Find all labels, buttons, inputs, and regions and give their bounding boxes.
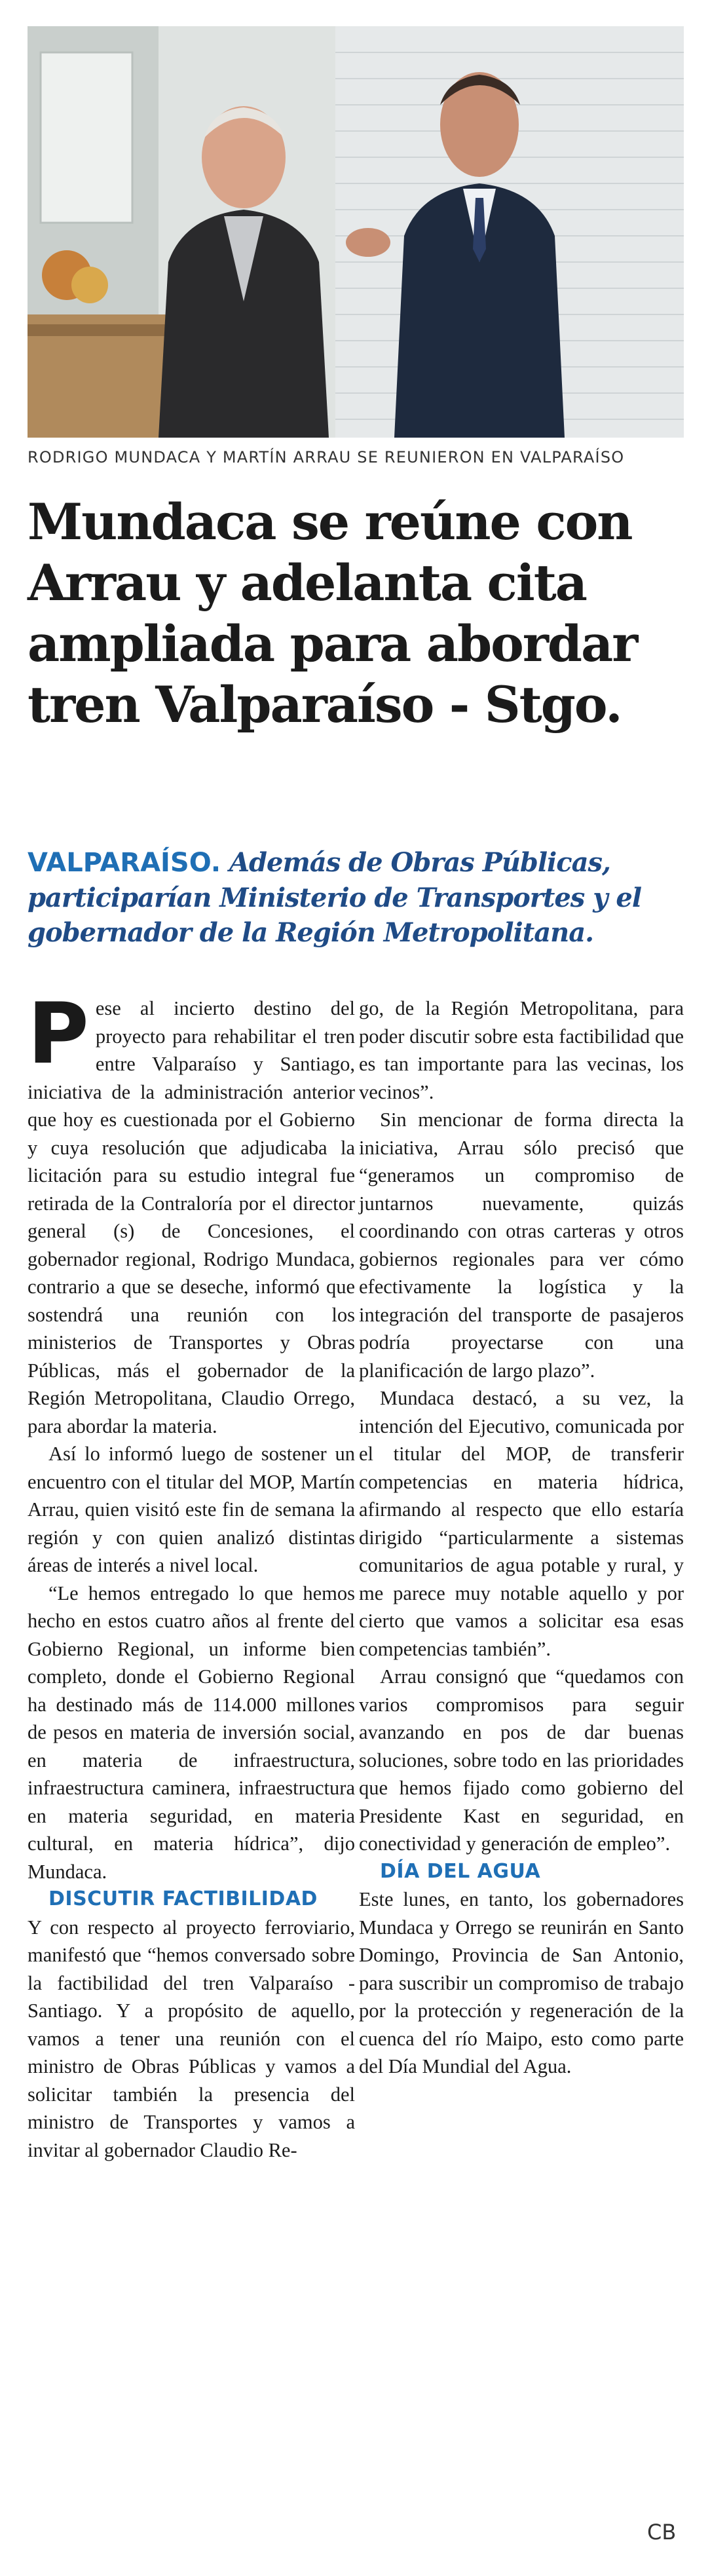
drop-cap: P — [28, 985, 89, 1083]
subhead-dia-del-agua: DÍA DEL AGUA — [380, 1859, 541, 1883]
meeting-photo-illustration — [28, 26, 684, 438]
paragraph-1-text: ese al incierto destino del proyecto para rehabilitar el tren entre Valparaíso y Santiago, iniciativa de la administración anterior que hoy es cuestionada por el Gobierno y cuya resolución que adjudicaba la licitación para su estudio integral fue retirada de la Contraloría por el director general (s) de Concesiones, el gobernador regional, Rodrigo Mundaca, contrario a que se deseche, informó que sostendrá una reunión con los ministerios de Transportes y Obras Públicas, más el gobernador de la Región Metropolitana, Claudio Orrego, para abordar la materia. — [28, 997, 355, 1437]
lead-kicker: VALPARAÍSO. — [28, 848, 221, 878]
paragraph-2: Así lo informó luego de sostener un encuentro con el titular del MOP, Martín Arrau, quien visitó este fin de semana la región y con quien analizó distintas áreas de interés a nivel local. — [28, 1443, 355, 1576]
article-headline: Mundaca se reúne con Arrau y adelanta cita ampliada para abordar tren Valparaíso - Stgo. — [28, 493, 637, 734]
article-column-right — [359, 994, 684, 2081]
paragraph-5: go, de la Región Metropolitana, para poder discutir sobre esta factibilidad que es tan importante para las vecinas, los vecinos”. — [359, 997, 684, 1103]
article-lead — [28, 845, 684, 950]
end-mark: CB — [647, 2520, 677, 2545]
subhead-discutir-factibilidad: DISCUTIR FACTIBILIDAD — [48, 1887, 318, 1910]
paragraph-8: Arrau consignó que “quedamos con varios compromisos para seguir avanzando en pos de dar buenas soluciones, sobre todo en las prioridades que hemos fijado como gobierno del Presidente Kast en seguridad, en conectividad y generación de empleo”. — [359, 1665, 684, 1855]
paragraph-7: Mundaca destacó, a su vez, la intención del Ejecutivo, comunicada por el titular del MOP, de transferir competencias en materia hídrica, afirmando al respecto que ello estaría dirigido “particularmente a sistemas comunitarios de agua potable y rural, y me parece muy notable aquello y por cierto que vamos a solicitar esa esas competencias también”. — [359, 1387, 684, 1660]
paragraph-4: Y con respecto al proyecto ferroviario, manifestó que “hemos conversado sobre la factibilidad del tren Valparaíso - Santiago. Y a propósito de aquello, vamos a tener una reunión con el ministro de Obras Públicas y vamos a solicitar también la presencia del ministro de Transportes y vamos a invitar al gobernador Claudio Re- — [28, 1916, 355, 2161]
paragraph-6: Sin mencionar de forma directa la iniciativa, Arrau sólo precisó que “generamos un compromiso de juntarnos nuevamente, quizás coordinando con otras carteras y otros gobiernos regionales para ver cómo efectivamente la logística y la integración del transporte de pasajeros podría proyectarse con una planificación de largo plazo”. — [359, 1108, 684, 1382]
photo-caption: RODRIGO MUNDACA Y MARTÍN ARRAU SE REUNIERON EN VALPARAÍSO — [28, 448, 625, 466]
paragraph-9: Este lunes, en tanto, los gobernadores Mundaca y Orrego se reunirán en Santo Domingo, Provincia de San Antonio, para suscribir un compromiso de trabajo por la protección y regeneración de la cuenca del río Maipo, esto como parte del Día Mundial del Agua. — [359, 1888, 684, 2077]
article-photo — [28, 26, 684, 438]
article-column-left — [28, 985, 355, 2164]
paragraph-1 — [28, 985, 355, 1440]
paragraph-3: “Le hemos entregado lo que hemos hecho en estos cuatro años al frente del Gobierno Regional, un informe bien completo, donde el Gobierno Regional ha destinado más de 114.000 millones de pesos en materia de inversión social, en materia de infraestructura, infraestructura caminera, infraestructura en materia seguridad, en materia cultural, en materia hídrica”, dijo Mundaca. — [28, 1582, 355, 1883]
lead-text: Además de Obras Públicas, participarían Ministerio de Transportes y el gobernador de la Región Metropolitana. — [28, 847, 642, 948]
